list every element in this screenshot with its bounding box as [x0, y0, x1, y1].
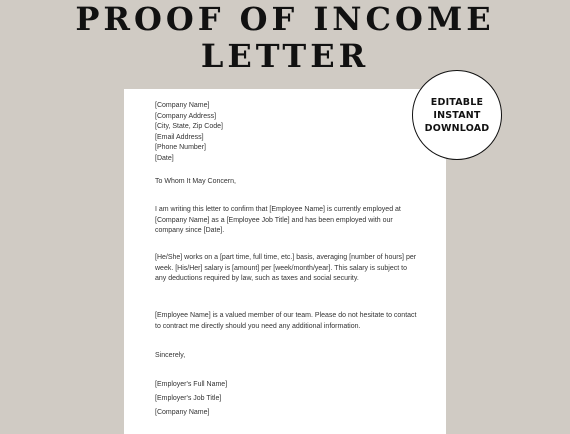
badge-line-3: DOWNLOAD: [424, 122, 490, 134]
header-phone-number: [Phone Number]: [155, 144, 206, 151]
editable-download-badge: [412, 70, 502, 160]
badge-line-1: EDITABLE: [430, 96, 484, 108]
signature-full-name: [Employer's Full Name]: [155, 381, 228, 388]
paragraph-contact: [Employee Name] is a valued member of our team. Please do not hesitate to contact to contract me directly should you need any additional information.: [155, 312, 417, 330]
paragraph-employment: I am writing this letter to confirm that [Employee Name] is currently employed at [Company Name] as a [Employee Job Title] and has been employed with our company since [Date].: [155, 206, 401, 234]
letter-header: [155, 101, 417, 164]
title-line-1: PROOF OF INCOME: [75, 0, 495, 38]
badge-line-2: INSTANT: [433, 109, 481, 121]
title-line-2: LETTER: [200, 37, 370, 75]
header-email-address: [Email Address]: [155, 133, 204, 141]
paragraph-salary: [He/She] works on a [part time, full time, etc.] basis, averaging [number of hours] per week. [His/Her] salary is [amount] per [week/month/year]. This salary is subject to any deductions required by law, such as taxes and social security.: [155, 254, 417, 282]
signature-company-name: [Company Name]: [155, 409, 210, 416]
header-company-address: [Company Address]: [155, 112, 217, 120]
header-date: [Date]: [155, 154, 174, 162]
header-city-state-zip: [City, State, Zip Code]: [155, 123, 223, 130]
signature-job-title: [Employer's Job Title]: [155, 395, 222, 402]
greeting: To Whom It May Concern,: [155, 178, 236, 185]
letter-paper: [124, 89, 446, 434]
header-company-name: [Company Name]: [155, 102, 210, 109]
closing: Sincerely,: [155, 352, 186, 359]
